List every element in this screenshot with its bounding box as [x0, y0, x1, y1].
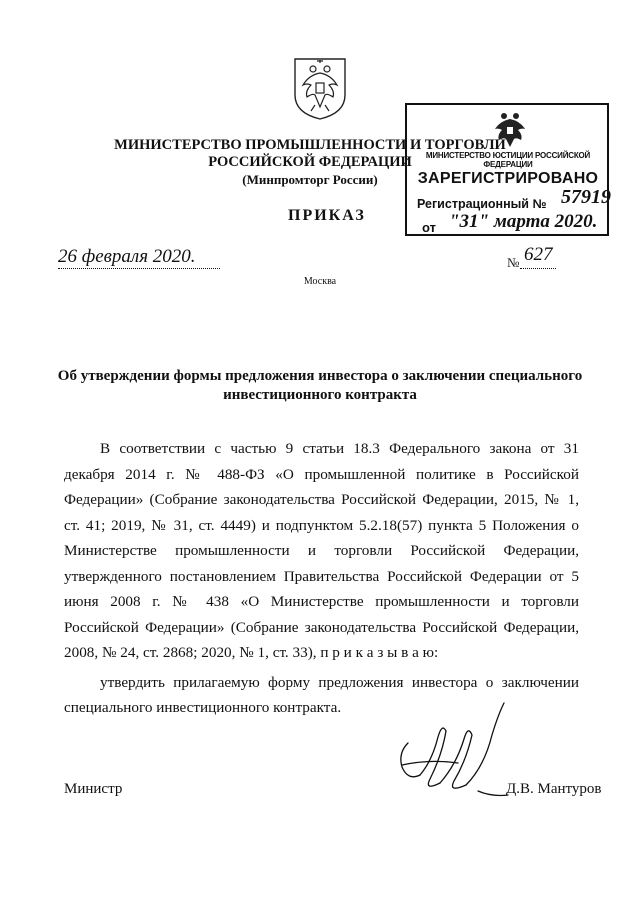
- ministry-name-line2: РОССИЙСКОЙ ФЕДЕРАЦИИ: [208, 154, 412, 170]
- coat-of-arms-icon: [291, 55, 349, 121]
- document-body: [64, 436, 579, 721]
- handwritten-signature: [380, 695, 515, 805]
- signer-title: Министр: [64, 781, 123, 797]
- body-paragraph-2: утвердить прилагаемую форму предложения инвестора о заключении специального инвестиционного контракта.: [64, 673, 579, 716]
- signer-name: Д.В. Мантуров: [506, 781, 602, 797]
- document-title: Об утверждении формы предложения инвестора о заключении специального инвестиционного контракта: [57, 368, 583, 403]
- stamp-date-prefix: от: [422, 220, 436, 235]
- ministry-name-line1: МИНИСТЕРСТВО ПРОМЫШЛЕННОСТИ И ТОРГОВЛИ: [114, 137, 506, 153]
- stamp-number-label: Регистрационный №: [417, 197, 547, 211]
- number-underline: [520, 268, 556, 269]
- stamp-date-value: "31" марта 2020.: [449, 211, 598, 232]
- stamp-number-value: 57919: [561, 186, 611, 208]
- date-underline: [58, 268, 220, 269]
- order-number-prefix: №: [507, 255, 520, 270]
- order-number: 627: [524, 244, 553, 265]
- stamp-ministry: МИНИСТЕРСТВО ЮСТИЦИИ РОССИЙСКОЙ ФЕДЕРАЦИИ: [425, 151, 591, 169]
- city: Москва: [303, 276, 337, 287]
- stamp-coat-of-arms-icon: [490, 107, 530, 149]
- ministry-short-name: (Минпромторг России): [242, 172, 378, 187]
- document-type: ПРИКАЗ: [288, 207, 366, 224]
- order-date: 26 февраля 2020.: [58, 246, 196, 267]
- body-paragraph-1: В соответствии с частью 9 статьи 18.3 Федерального закона от 31 декабря 2014 г. № 488-ФЗ «О промышленной политике в Российской Федерации» (Собрание законодательства Российской Федерации, 2015, № 1, ст. 41; 2019, № 31, ст. 4449) и подпунктом 5.2.18(57) пункта 5 Положения о Министерстве промышленности и торговли Российской Федерации, утвержденного постановлением Правительства Российской Федерации от 5 июня 2008 г. № 438 «О Министерстве промышленности и торговли Российской Федерации» (Собрание законодательства Российской Федерации, 2008, № 24, ст. 2868; 2020, № 1, ст. 33), п р и к а з ы в а ю:: [64, 440, 579, 661]
- stamp-status: ЗАРЕГИСТРИРОВАНО: [417, 170, 599, 187]
